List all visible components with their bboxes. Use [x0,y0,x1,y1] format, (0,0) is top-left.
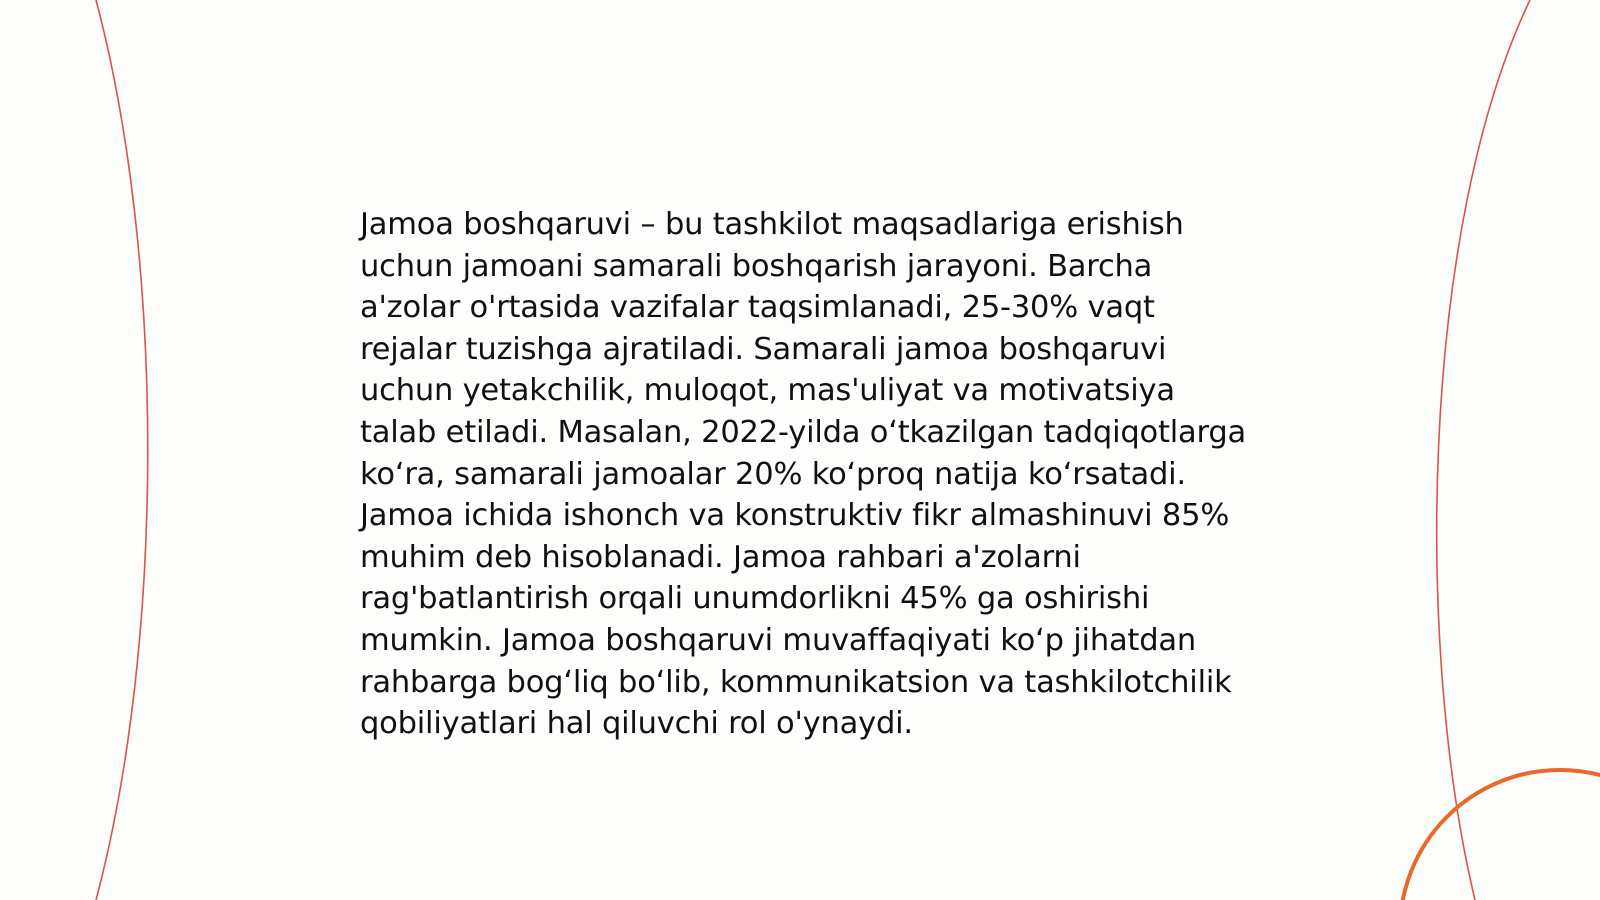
left-curve [96,0,148,900]
body-paragraph: Jamoa boshqaruvi – bu tashkilot maqsadlariga erishish uchun jamoani samarali boshqarish jarayoni. Barcha a'zolar o'rtasida vazifalar taqsimlanadi, 25-30% vaqt rejalar tuzishga ajratiladi. Samarali jamoa boshqaruvi uchun yetakchilik, muloqot, mas'uliyat va motivatsiya talab etiladi. Masalan, 2022-yilda o‘tkazilgan tadqiqotlarga ko‘ra, samarali jamoalar 20% ko‘proq natija ko‘rsatadi. Jamoa ichida ishonch va konstruktiv fikr almashinuvi 85% muhim deb hisoblanadi. Jamoa rahbari a'zolarni rag'batlantirish orqali unumdorlikni 45% ga oshirishi mumkin. Jamoa boshqaruvi muvaffaqiyati ko‘p jihatdan rahbarga bog‘liq bo‘lib, kommunikatsion va tashkilotchilik qobiliyatlari hal qiluvchi rol o'ynaydi. [360,207,1246,742]
right-curve [1437,0,1530,900]
accent-arc [1400,770,1600,900]
